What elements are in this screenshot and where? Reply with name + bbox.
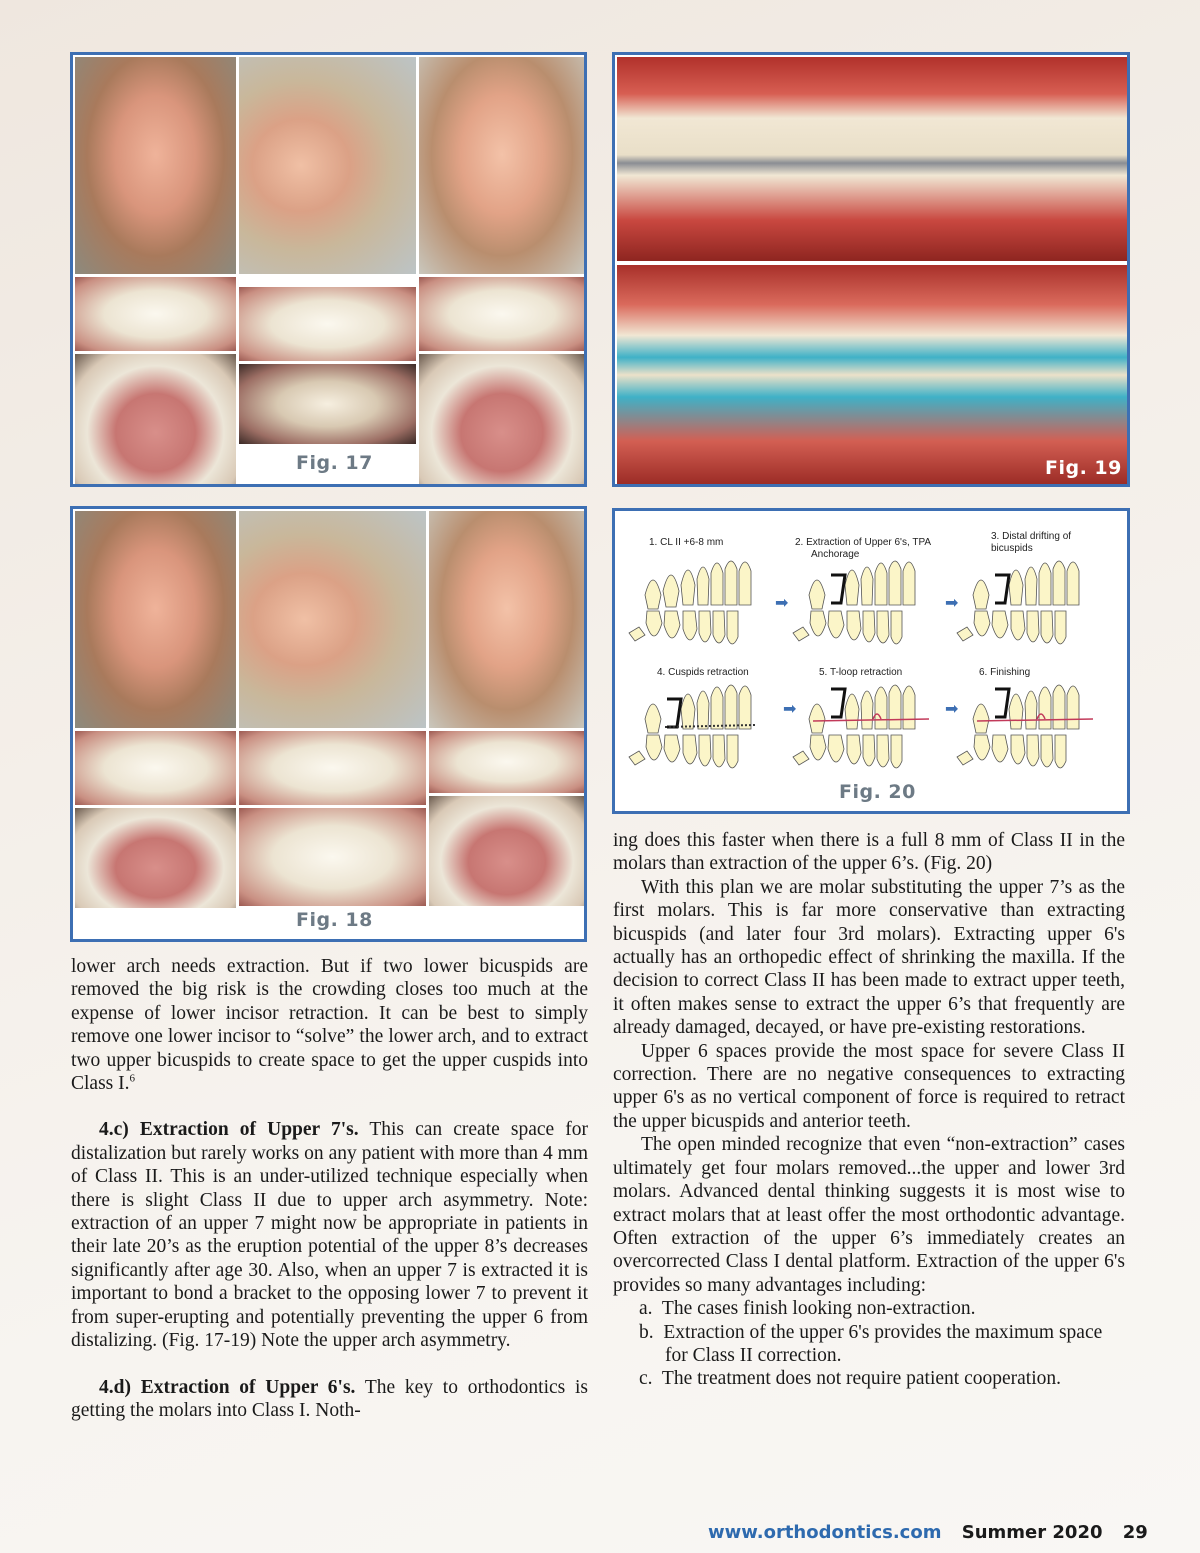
fig18-photo-front-face	[75, 511, 236, 728]
fig18-photo-teeth-front	[239, 731, 426, 805]
fig18-label: Fig. 18	[296, 909, 373, 931]
figure-17	[70, 52, 587, 487]
fig19-label: Fig. 19	[1045, 457, 1122, 479]
list-item-c: c. The treatment does not require patient cooperation.	[639, 1368, 1061, 1390]
diagram-teeth-step-3	[953, 555, 1108, 655]
diagram-step-2-label: 2. Extraction of Upper 6's, TPA	[795, 537, 932, 548]
diagram-teeth-step-4	[625, 679, 780, 779]
fig19-photo-braces-teal	[617, 265, 1128, 485]
right-paragraph-1: ing does this faster when there is a full 8 mm of Class II in the molars than extraction of the upper 6’s. (Fig. 20)	[613, 830, 1125, 875]
diagram-arrow-3-icon: ➡	[783, 699, 797, 718]
fig18-photo-teeth-left	[429, 731, 585, 793]
diagram-step-3-label-line2: bicuspids	[991, 543, 1033, 554]
diagram-step-6-label: 6. Finishing	[979, 667, 1031, 678]
reference-6: 6	[129, 1072, 135, 1085]
right-paragraph-4: The open minded recognize that even “non-extraction” cases ultimately get four molars removed...the upper and lower 3rd molars. Advanced dental thinking suggests it is most wise to extract molars that at least offer the most orthodontic advantage. Often extraction of the upper 6’s immediately creates an overcorrected Class I dental platform. Extraction of the upper 6's provides so many advantages including:	[613, 1134, 1125, 1296]
diagram-step-1-label: 1. CL II +6-8 mm	[649, 537, 724, 548]
left-paragraph-3	[71, 1376, 588, 1423]
fig17-photo-lower-arch	[419, 354, 585, 485]
footer-issue: Summer 2020	[961, 1522, 1103, 1543]
fig17-photo-teeth-right	[75, 277, 236, 351]
figure-20	[612, 508, 1130, 814]
page-footer	[708, 1522, 1148, 1543]
fig17-photo-front-face	[75, 57, 236, 274]
left-paragraph-1	[71, 955, 588, 1095]
heading-extraction-upper-7s: 4.c) Extraction of Upper 7's.	[99, 1119, 359, 1141]
fig17-photo-open-bite	[239, 364, 416, 444]
fig17-photo-upper-arch	[75, 354, 236, 485]
figure-19	[612, 52, 1130, 487]
left-paragraph-1-text: lower arch needs extraction. But if two lower bicuspids are removed the big risk is the crowding closes too much at the expense of lower incisor retraction. It can be best to simply remove one lower incisor to “solve” the lower arch, and to extract two upper bicuspids to create space to get the upper cuspids into Class I.	[71, 956, 588, 1095]
fig19-photo-braces-metal	[617, 57, 1128, 261]
diagram-arrow-1-icon: ➡	[775, 593, 789, 612]
diagram-teeth-step-6	[953, 679, 1108, 779]
fig20-label: Fig. 20	[839, 781, 916, 803]
right-column	[613, 829, 1125, 1391]
right-paragraph-2: With this plan we are molar substituting the upper 7’s as the first molars. This is far more conservative than extracting bicuspids (and later four 3rd molars). Extracting upper 6's actually has an orthopedic effect of shrinking the maxilla. If the decision to correct Class II has been made to extract upper teeth, it often makes sense to extract the upper 6’s that frequently are already damaged, decayed, or have pre-existing restorations.	[613, 876, 1125, 1039]
left-paragraph-2-text: This can create space for distalization but rarely works on any patient with more than 4 mm of Class II. This is an under-utilized technique especially when there is slight Class II due to upper arch asymmetry. Note: extraction of an upper 7 might now be appropriate in patients in their late 20’s as the eruption potential of the upper 8’s decreases significantly after age 30. Also, when an upper 7 is extracted it is important to bond a bracket to the opposing lower 7 to prevent it from super-erupting and potentially preventing the upper 6 from distalizing. (Fig. 17-19) Note the upper arch asymmetry.	[71, 1119, 588, 1352]
fig18-photo-smile	[429, 511, 585, 728]
fig18-photo-profile	[239, 511, 426, 728]
fig17-label: Fig. 17	[296, 452, 373, 474]
footer-website-link[interactable]: www.orthodontics.com	[708, 1522, 942, 1543]
fig18-photo-teeth-right	[75, 731, 236, 805]
diagram-step-5-label: 5. T-loop retraction	[819, 667, 903, 678]
diagram-step-2-label-line2: Anchorage	[811, 549, 860, 560]
left-paragraph-3-text: The key to orthodontics is getting the molars into Class I. Noth-	[71, 1376, 588, 1421]
list-item-a: a. The cases finish looking non-extraction.	[639, 1298, 976, 1320]
diagram-step-3-label: 3. Distal drifting of	[991, 531, 1072, 542]
fig18-photo-lower-arch	[429, 796, 585, 906]
list-item-b: b. Extraction of the upper 6's provides the maximum space for Class II correction.	[639, 1321, 1103, 1366]
heading-extraction-upper-6s: 4.d) Extraction of Upper 6's.	[99, 1376, 356, 1398]
fig18-photo-upper-arch	[75, 808, 236, 908]
fig17-photo-smile	[419, 57, 585, 274]
fig17-photo-teeth-left	[419, 277, 585, 351]
page-number: 29	[1122, 1522, 1148, 1543]
diagram-arrow-2-icon: ➡	[945, 593, 959, 612]
fig18-photo-bite-front	[239, 808, 426, 906]
left-paragraph-2	[71, 1118, 588, 1352]
figure-18	[70, 506, 587, 942]
diagram-teeth-step-5	[789, 679, 944, 779]
diagram-arrow-4-icon: ➡	[945, 699, 959, 718]
right-paragraph-3: Upper 6 spaces provide the most space for severe Class II correction. There are no negative consequences to extracting upper 6's as no vertical component of force is required to retract the upper bicuspids and anterior teeth.	[613, 1040, 1125, 1132]
fig17-photo-teeth-front	[239, 287, 416, 361]
diagram-teeth-step-1	[625, 555, 780, 655]
diagram-step-4-label: 4. Cuspids retraction	[657, 667, 749, 678]
diagram-teeth-step-2	[789, 555, 944, 655]
fig17-photo-profile	[239, 57, 416, 274]
left-column	[71, 955, 588, 1422]
